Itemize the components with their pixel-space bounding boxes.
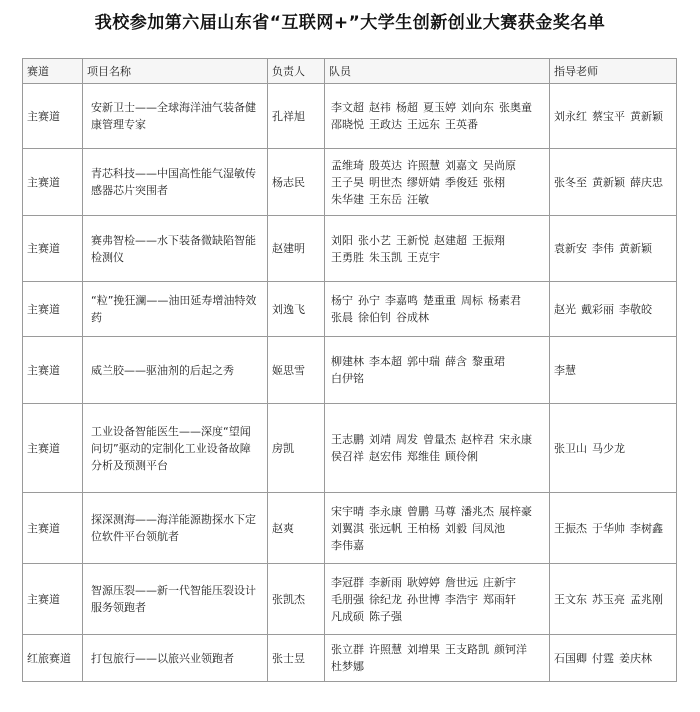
teacher-name: 黄新颖 [592, 175, 625, 189]
cell-teachers [550, 282, 677, 337]
header-track: 赛道 [23, 59, 83, 84]
cell-project: 工业设备智能医生——深度“望闻问切”驱动的定制化工业设备故障分析及预测平台 [83, 404, 268, 493]
member-name: 刘嘉文 [445, 158, 478, 172]
teacher-name: 李敬皎 [619, 302, 652, 316]
teacher-name: 李慧 [554, 363, 576, 377]
table-row [23, 282, 677, 337]
member-name: 殷英达 [369, 158, 402, 172]
member-name: 李本超 [369, 355, 402, 368]
table-row [23, 635, 677, 682]
teacher-name: 王文东 [554, 592, 587, 606]
member-name: 李新雨 [369, 575, 402, 589]
cell-project: 智源压裂——新一代智能压裂设计服务领跑者 [83, 564, 268, 635]
member-name: 王子昊 [331, 175, 364, 189]
member-name: 李永康 [369, 504, 402, 518]
member-name: 朱玉凯 [369, 250, 402, 264]
cell-leader: 杨志民 [268, 149, 325, 216]
cell-project: 威兰胶——驱油剂的后起之秀 [83, 337, 268, 404]
cell-project: 赛弗智检——水下装备微缺陷智能检测仪 [83, 216, 268, 282]
member-name: 楚重重 [423, 294, 456, 307]
member-name: 白伊铭 [331, 372, 364, 385]
teacher-name: 石国卿 [554, 651, 587, 665]
table-row [23, 493, 677, 564]
cell-project: 打包旅行——以旅兴业领跑者 [83, 635, 268, 682]
table-header-row [23, 59, 677, 84]
member-name: 赵梓君 [461, 433, 494, 446]
cell-members [325, 635, 550, 682]
member-name: 刘毅 [445, 521, 467, 535]
cell-track: 主赛道 [23, 149, 83, 216]
teacher-name: 刘永红 [554, 109, 587, 123]
cell-track: 主赛道 [23, 216, 83, 282]
cell-members [325, 564, 550, 635]
member-name: 陈子强 [369, 609, 402, 623]
cell-project: “粒”挽狂澜——油田延寿增油特效药 [83, 282, 268, 337]
member-name: 刘增果 [407, 643, 440, 656]
member-name: 孙世博 [407, 592, 440, 606]
member-name: 刘向东 [461, 101, 494, 114]
member-name: 缪妍婧 [407, 175, 440, 189]
cell-track: 主赛道 [23, 282, 83, 337]
teacher-name: 李树鑫 [630, 521, 663, 535]
member-name: 张立群 [331, 643, 364, 656]
cell-project: 青芯科技——中国高性能气湿敏传感器芯片突围者 [83, 149, 268, 216]
table-row [23, 84, 677, 149]
member-name: 毛朋强 [331, 592, 364, 606]
member-name: 杨素君 [488, 294, 521, 307]
cell-members [325, 149, 550, 216]
member-name: 柳建林 [331, 355, 364, 368]
member-name: 汪敏 [407, 192, 429, 206]
member-name: 孙宁 [358, 294, 380, 307]
header-leader: 负责人 [268, 59, 325, 84]
teacher-name: 薛庆忠 [630, 175, 663, 189]
teacher-name: 王振杰 [554, 521, 587, 535]
cell-teachers [550, 493, 677, 564]
member-name: 吴尚原 [483, 158, 516, 172]
member-name: 黎重珺 [472, 355, 505, 368]
member-name: 宋永康 [499, 433, 532, 446]
member-name: 赵宏伟 [369, 450, 402, 463]
teacher-name: 张卫山 [554, 441, 587, 455]
table-body [23, 84, 677, 682]
member-name: 刘翼淇 [331, 521, 364, 535]
cell-leader: 刘逸飞 [268, 282, 325, 337]
member-name: 许照慧 [407, 158, 440, 172]
teacher-name: 马少龙 [592, 441, 625, 455]
member-name: 宋宇晴 [331, 504, 364, 518]
member-name: 郑维佳 [407, 450, 440, 463]
member-name: 张晨 [331, 311, 353, 324]
member-name: 庄新宇 [483, 575, 516, 589]
member-name: 李浩宇 [445, 592, 478, 606]
member-name: 徐纪龙 [369, 592, 402, 606]
cell-members [325, 493, 550, 564]
member-name: 李文超 [331, 101, 364, 114]
cell-teachers [550, 635, 677, 682]
member-name: 张小艺 [358, 233, 391, 247]
member-name: 季俊廷 [445, 175, 478, 189]
cell-members [325, 337, 550, 404]
cell-members [325, 404, 550, 493]
cell-track: 主赛道 [23, 493, 83, 564]
teacher-name: 于华帅 [592, 521, 625, 535]
member-name: 邵晓悦 [331, 118, 364, 131]
member-name: 郭中瑞 [407, 355, 440, 368]
member-name: 王柏杨 [407, 521, 440, 535]
member-name: 赵祎 [369, 101, 391, 114]
member-name: 凡成硕 [331, 609, 364, 623]
teacher-name: 蔡宝平 [592, 109, 625, 123]
table-row [23, 404, 677, 493]
cell-project: 探深测海——海洋能源勘探水下定位软件平台领航者 [83, 493, 268, 564]
cell-leader: 孔祥旭 [268, 84, 325, 149]
member-name: 杨超 [396, 101, 418, 114]
member-name: 马尊 [434, 504, 456, 518]
member-name: 王支路凯 [445, 643, 489, 656]
member-name: 杜梦娜 [331, 660, 364, 673]
member-name: 王振翔 [472, 233, 505, 247]
header-project: 项目名称 [83, 59, 268, 84]
member-name: 刘靖 [369, 433, 391, 446]
member-name: 刘阳 [331, 233, 353, 247]
cell-teachers [550, 337, 677, 404]
member-name: 耿婷婷 [407, 575, 440, 589]
member-name: 詹世远 [445, 575, 478, 589]
member-name: 潘兆杰 [461, 504, 494, 518]
member-name: 王克宇 [407, 250, 440, 264]
teacher-name: 孟兆刚 [630, 592, 663, 606]
member-name: 朱华建 [331, 192, 364, 206]
cell-members [325, 282, 550, 337]
table-row [23, 564, 677, 635]
cell-track: 主赛道 [23, 564, 83, 635]
teacher-name: 李伟 [592, 242, 614, 255]
member-name: 王东岳 [369, 192, 402, 206]
member-name: 顾伶俐 [445, 450, 478, 463]
member-name: 郑雨轩 [483, 592, 516, 606]
member-name: 王新悦 [396, 233, 429, 247]
cell-leader: 姬思雪 [268, 337, 325, 404]
member-name: 明世杰 [369, 175, 402, 189]
cell-members [325, 84, 550, 149]
member-name: 孟维琦 [331, 158, 364, 172]
teacher-name: 张冬至 [554, 175, 587, 189]
member-name: 夏玉婷 [423, 101, 456, 114]
teacher-name: 姜庆林 [619, 651, 652, 665]
member-name: 王政达 [369, 118, 402, 131]
member-name: 闫凤池 [472, 521, 505, 535]
cell-teachers [550, 84, 677, 149]
member-name: 薛含 [445, 355, 467, 368]
teacher-name: 黄新颖 [619, 242, 652, 255]
member-name: 谷成林 [396, 311, 429, 324]
award-table [22, 58, 677, 682]
cell-leader: 赵爽 [268, 493, 325, 564]
cell-members [325, 216, 550, 282]
cell-track: 主赛道 [23, 84, 83, 149]
member-name: 李冠群 [331, 575, 364, 589]
page-title: 我校参加第六届山东省“互联网+”大学生创新创业大赛获金奖名单 [94, 13, 606, 33]
member-name: 赵建超 [434, 233, 467, 247]
cell-project: 安新卫士——全球海洋油气装备健康管理专家 [83, 84, 268, 149]
member-name: 许照慧 [369, 643, 402, 656]
member-name: 李伟嘉 [331, 538, 364, 552]
cell-leader: 张凯杰 [268, 564, 325, 635]
member-name: 张远帆 [369, 521, 402, 535]
member-name: 徐伯钊 [358, 311, 391, 324]
member-name: 曾量杰 [423, 433, 456, 446]
teacher-name: 戴彩丽 [581, 302, 614, 316]
cell-leader: 赵建明 [268, 216, 325, 282]
member-name: 张奥童 [499, 101, 532, 114]
member-name: 王志鹏 [331, 433, 364, 446]
cell-track: 红旅赛道 [23, 635, 83, 682]
table-row [23, 337, 677, 404]
member-name: 展梓豪 [499, 504, 532, 518]
table-row [23, 149, 677, 216]
member-name: 周发 [396, 433, 418, 446]
table-row [23, 216, 677, 282]
member-name: 王勇胜 [331, 250, 364, 264]
member-name: 颜钶洋 [494, 643, 527, 656]
member-name: 周标 [461, 294, 483, 307]
cell-leader: 张士昱 [268, 635, 325, 682]
cell-leader: 房凯 [268, 404, 325, 493]
teacher-name: 付霆 [592, 651, 614, 665]
member-name: 王英番 [445, 118, 478, 131]
member-name: 侯召祥 [331, 450, 364, 463]
cell-teachers [550, 564, 677, 635]
teacher-name: 黄新颖 [630, 109, 663, 123]
teacher-name: 赵光 [554, 302, 576, 316]
member-name: 曾鹏 [407, 504, 429, 518]
member-name: 王远东 [407, 118, 440, 131]
cell-teachers [550, 216, 677, 282]
teacher-name: 袁新安 [554, 242, 587, 255]
cell-teachers [550, 149, 677, 216]
teacher-name: 苏玉亮 [592, 592, 625, 606]
cell-teachers [550, 404, 677, 493]
cell-track: 主赛道 [23, 337, 83, 404]
member-name: 李嘉鸣 [385, 294, 418, 307]
header-members: 队员 [325, 59, 550, 84]
header-teachers: 指导老师 [550, 59, 677, 84]
member-name: 杨宁 [331, 294, 353, 307]
member-name: 张栩 [483, 175, 505, 189]
cell-track: 主赛道 [23, 404, 83, 493]
